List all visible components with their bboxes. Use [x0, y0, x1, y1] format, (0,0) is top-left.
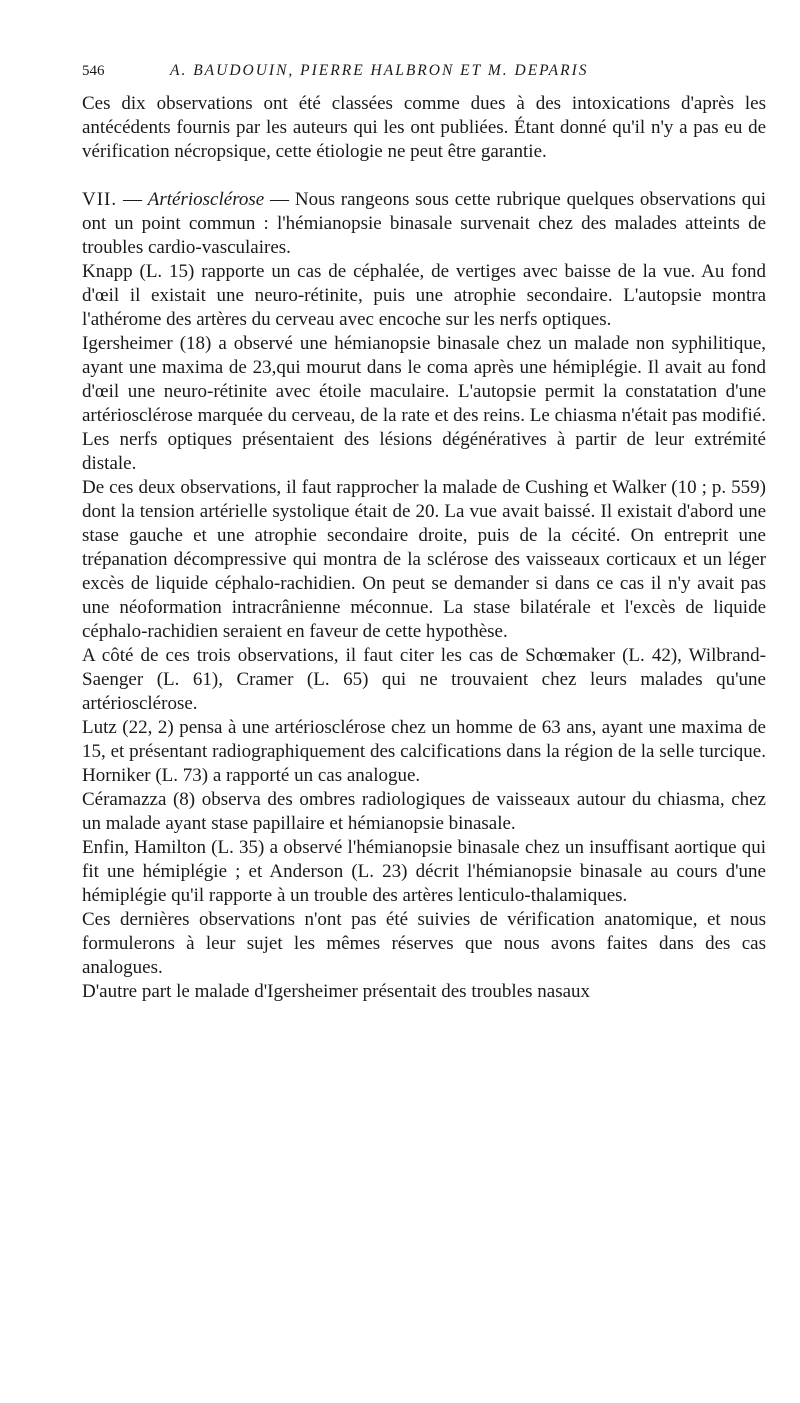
paragraph-hamilton: Enfin, Hamilton (L. 35) a observé l'hémianopsie binasale chez un insuffisant aortique qui fit une hémiplégie ; et Anderson (L. 23) décrit l'hémianopsie binasale au cours d'une hémiplégie qu'il rapporte à un trouble des artères lenticulo-thalamiques.: [82, 837, 766, 906]
paragraph-other-cases: A côté de ces trois observations, il faut citer les cas de Schœmaker (L. 42), Wilbrand-Saenger (L. 61), Cramer (L. 65) qui ne trouvaient chez leurs malades qu'une artériosclérose.: [82, 645, 766, 714]
paragraph-nasal: D'autre part le malade d'Igersheimer présentait des troubles nasaux: [82, 981, 591, 1002]
paragraph-igersheimer: Igersheimer (18) a observé une hémianopsie binasale chez un malade non syphilitique, ayant une maxima de 23,qui mourut dans le coma après une hémiplégie. Il avait au fond d'œil une neuro-rétinite avec étoile maculaire. L'autopsie permit la constatation d'une artériosclérose marquée du cerveau, de la rate et des reins. Le chiasma n'était pas modifié. Les nerfs optiques présentaient des lésions dégénératives à partir de leur extrémité distale.: [82, 333, 766, 474]
section-title: Artériosclérose: [147, 189, 265, 210]
section-dash: —: [122, 189, 142, 210]
section-heading-paragraph: [82, 188, 766, 260]
body-text: [82, 92, 766, 1004]
section-number: VII.: [82, 189, 118, 210]
section-dash-2: —: [270, 189, 290, 210]
running-head: [82, 62, 766, 92]
page-number: 546: [82, 63, 105, 79]
paragraph-lutz: Lutz (22, 2) pensa à une artériosclérose chez un homme de 63 ans, ayant une maxima de 15, et présentant radiographiquement des calcifications dans la région de la selle turcique. Horniker (L. 73) a rapporté un cas analogue.: [82, 717, 766, 786]
paragraph-cushing-walker: De ces deux observations, il faut rapprocher la malade de Cushing et Walker (10 ; p. 559) dont la tension artérielle systolique était de 20. La vue avait baissé. Il existait d'abord une stase gauche et une atrophie secondaire droite, puis de la cécité. On entreprit une trépanation décompressive qui montra de la sclérose des vaisseaux corticaux et un léger excès de liquide céphalo-rachidien. On peut se demander si dans ce cas il n'y avait pas une néoformation intracrânienne méconnue. La stase bilatérale et l'excès de liquide céphalo-rachidien seraient en faveur de cette hypothèse.: [82, 477, 766, 642]
paragraph-intoxications: Ces dix observations ont été classées comme dues à des intoxications d'après les antécédents fournis par les auteurs qui les ont publiées. Étant donné qu'il n'y a pas eu de vérification nécropsique, cette étiologie ne peut être garantie.: [82, 93, 766, 162]
section-intro: Nous rangeons sous cette rubrique quelques observations qui ont un point commun : l'hémianopsie binasale survenait chez des malades atteints de troubles cardio-vasculaires.: [82, 189, 767, 258]
paragraph-ceramazza: Céramazza (8) observa des ombres radiologiques de vaisseaux autour du chiasma, chez un malade ayant stase papillaire et hémianopsie binasale.: [82, 789, 766, 834]
paragraph-knapp: Knapp (L. 15) rapporte un cas de céphalée, de vertiges avec baisse de la vue. Au fond d'œil il existait une neuro-rétinite, puis une atrophie secondaire. L'autopsie montra l'athérome des artères du cerveau avec encoche sur les nerfs optiques.: [82, 261, 766, 330]
document-page: [82, 62, 766, 1004]
paragraph-reserves: Ces dernières observations n'ont pas été suivies de vérification anatomique, et nous formulerons à leur sujet les mêmes réserves que nous avons faites dans des cas analogues.: [82, 909, 766, 978]
header-title: A. BAUDOUIN, PIERRE HALBRON ET M. DEPARIS: [170, 62, 589, 79]
